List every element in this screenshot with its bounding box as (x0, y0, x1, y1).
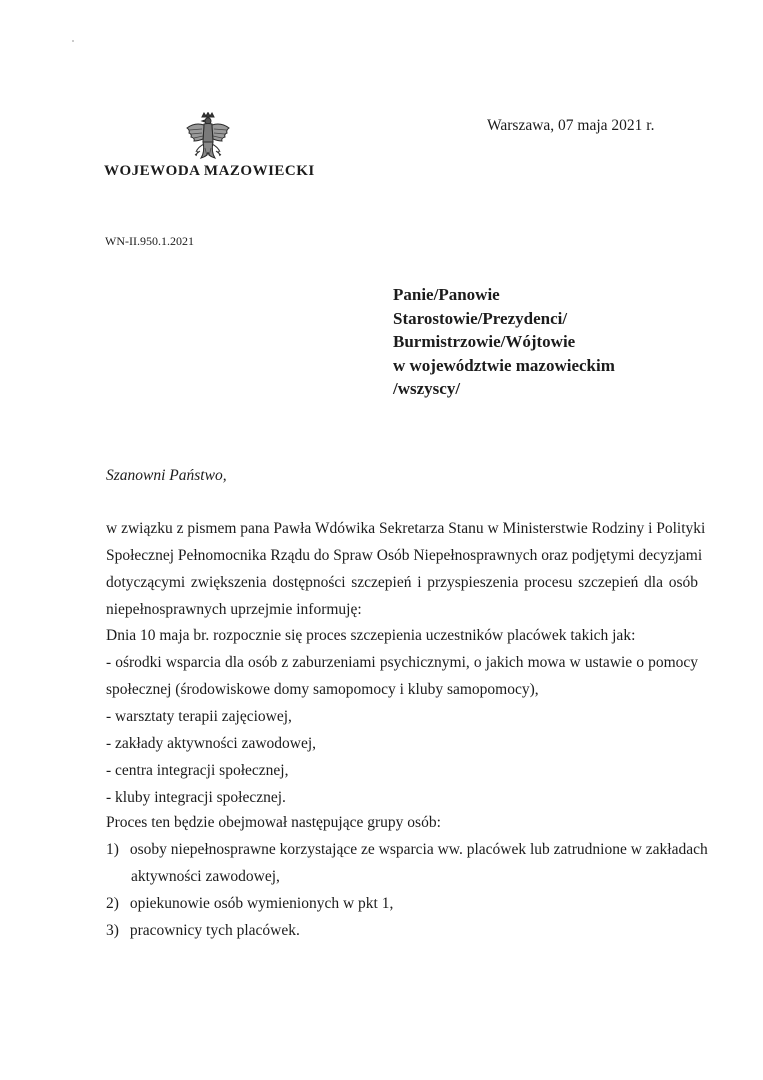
facilities-item: - warsztaty terapii zajęciowej, (106, 708, 292, 725)
intro-line: niepełnosprawnych uprzejmie informuję: (106, 601, 362, 618)
groups-item-number: 2) (106, 895, 119, 912)
intro-paragraph (106, 515, 706, 623)
polish-eagle-emblem-icon (185, 112, 231, 168)
groups-item-text: osoby niepełnosprawne korzystające ze wsparcia ww. placówek lub zatrudnione w zakładach (129, 841, 708, 858)
letter-date: Warszawa, 07 maja 2021 r. (487, 117, 655, 134)
addressee-line: Burmistrzowie/Wójtowie (393, 332, 576, 351)
groups-item (106, 890, 698, 917)
issuer-name: WOJEWODA MAZOWIECKI (104, 163, 315, 179)
groups-item (106, 917, 698, 944)
addressee-line: /wszyscy/ (393, 379, 461, 398)
salutation: Szanowni Państwo, (106, 467, 227, 484)
groups-section (106, 809, 708, 944)
facilities-section (106, 622, 698, 811)
groups-item (106, 836, 708, 863)
groups-item-text: pracownicy tych placówek. (129, 922, 300, 939)
scan-speck (72, 40, 74, 42)
groups-item-number: 1) (106, 841, 119, 858)
facilities-item: - ośrodki wsparcia dla osób z zaburzeniami psychicznymi, o jakich mowa w ustawie o pomocy (106, 654, 698, 671)
groups-lead: Proces ten będzie obejmował następujące grupy osób: (106, 814, 441, 831)
facilities-item: - kluby integracji społecznej. (106, 789, 286, 806)
facilities-item: - zakłady aktywności zawodowej, (106, 735, 317, 752)
groups-item-continued (106, 863, 698, 890)
facilities-item: - centra integracji społecznej, (106, 762, 289, 779)
reference-number: WN-II.950.1.2021 (105, 234, 194, 248)
intro-line: w związku z pismem pana Pawła Wdówika Sekretarza Stanu w Ministerstwie Rodziny i Polityki (106, 520, 706, 537)
addressee-line: Starostowie/Prezydenci/ (393, 308, 568, 328)
groups-item-text: aktywności zawodowej, (131, 868, 280, 885)
addressee-line: w województwie mazowieckim (393, 355, 615, 375)
groups-item-text: opiekunowie osób wymienionych w pkt 1, (129, 895, 394, 912)
groups-item-number: 3) (106, 922, 119, 939)
intro-line: Społecznej Pełnomocnika Rządu do Spraw Osób Niepełnosprawnych oraz podjętymi decyzjami (106, 547, 703, 564)
facilities-lead: Dnia 10 maja br. rozpocznie się proces szczepienia uczestników placówek takich jak: (106, 627, 636, 644)
addressee-line: Panie/Panowie (393, 285, 500, 304)
intro-line: dotyczącymi zwiększenia dostępności szczepień i przyspieszenia procesu szczepień dla osób (106, 574, 698, 591)
facilities-item-continued: społecznej (środowiskowe domy samopomocy i kluby samopomocy), (106, 681, 539, 698)
addressee-block (393, 283, 615, 401)
